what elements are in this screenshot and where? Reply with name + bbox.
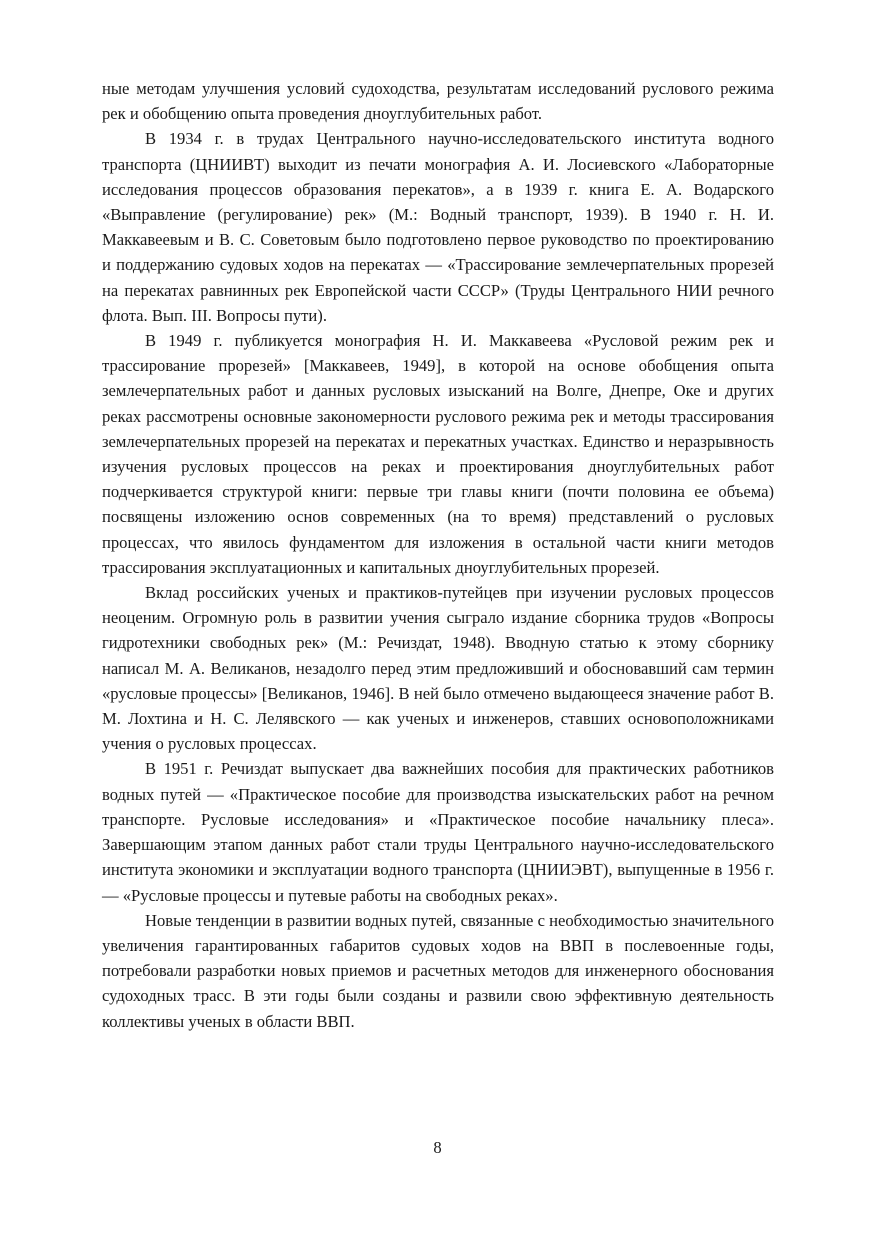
paragraph-1934-monographs: В 1934 г. в трудах Центрального научно-исследовательского института водного транспорта (ЦНИИВТ) выходит из печати монография А. И. Лосиевского «Лабораторные исследования процессов образования перекатов», а в 1939 г. книга Е. А. Водарского «Выправление (регулирование) рек» (М.: Водный транспорт, 1939). В 1940 г. Н. И. Маккавеевым и В. С. Советовым было подготовлено первое руководство по проектированию и поддержанию судовых ходов на перекатах — «Трассирование землечерпательных прорезей на перекатах равнинных рек Европейской части СССР» (Труды Центрального НИИ речного флота. Вып. III. Вопросы пути).	[102, 129, 774, 325]
paragraph-1949-makkaveev: В 1949 г. публикуется монография Н. И. Маккавеева «Русловой режим рек и трассирование прорезей» [Маккавеев, 1949], в которой на основе обобщения опыта землечерпательных работ и данных русловых изысканий на Волге, Днепре, Оке и других реках рассмотрены основные закономерности руслового режима рек и методы трассирования землечерпательных прорезей на перекатах и перекатных участках. Единство и неразрывность изучения русловых процессов на реках и проектирования дноуглубительных работ подчеркивается структурой книги: первые три главы книги (почти половина ее объема) посвящены изложению основ современных (на то время) представлений о русловых процессах, что явилось фундаментом для изложения в остальной части книги методов трассирования эксплуатационных и капитальных дноуглубительных прорезей.	[102, 331, 774, 577]
paragraph-new-trends: Новые тенденции в развитии водных путей, связанные с необходимостью значительного увеличения гарантированных габаритов судовых ходов на ВВП в послевоенные годы, потребовали разработки новых приемов и расчетных методов для инженерного обоснования судоходных трасс. В эти годы были созданы и развили свою эффективную деятельность коллективы ученых в области ВВП.	[102, 910, 774, 1031]
page-body	[102, 76, 774, 1034]
paragraph-1951-rechizdat: В 1951 г. Речиздат выпускает два важнейших пособия для практических работников водных путей — «Практическое пособие для производства изыскательских работ на речном транспорте. Русловые исследования» и «Практическое пособие начальнику плеса». Завершающим этапом данных работ стали труды Центрального научно-исследовательского института экономики и эксплуатации водного транспорта (ЦНИИЭВТ), выпущенные в 1956 г. — «Русловые процессы и путевые работы на свободных реках».	[102, 759, 774, 905]
page-number: 8	[433, 1138, 442, 1157]
paragraph-contribution: Вклад российских ученых и практиков-путейцев при изучении русловых процессов неоценим. Огромную роль в развитии учения сыграло издание сборника трудов «Вопросы гидротехники свободных рек» (М.: Речиздат, 1948). Вводную статью к этому сборнику написал М. А. Великанов, незадолго перед этим предложивший и обосновавший сам термин «русловые процессы» [Великанов, 1946]. В ней было отмечено выдающееся значение работ В. М. Лохтина и Н. С. Лелявского — как ученых и инженеров, ставших основоположниками учения о русловых процессах.	[102, 583, 774, 754]
paragraph-continued: ные методам улучшения условий судоходства, результатам исследований руслового режима рек и обобщению опыта проведения дноуглубительных работ.	[102, 79, 774, 124]
